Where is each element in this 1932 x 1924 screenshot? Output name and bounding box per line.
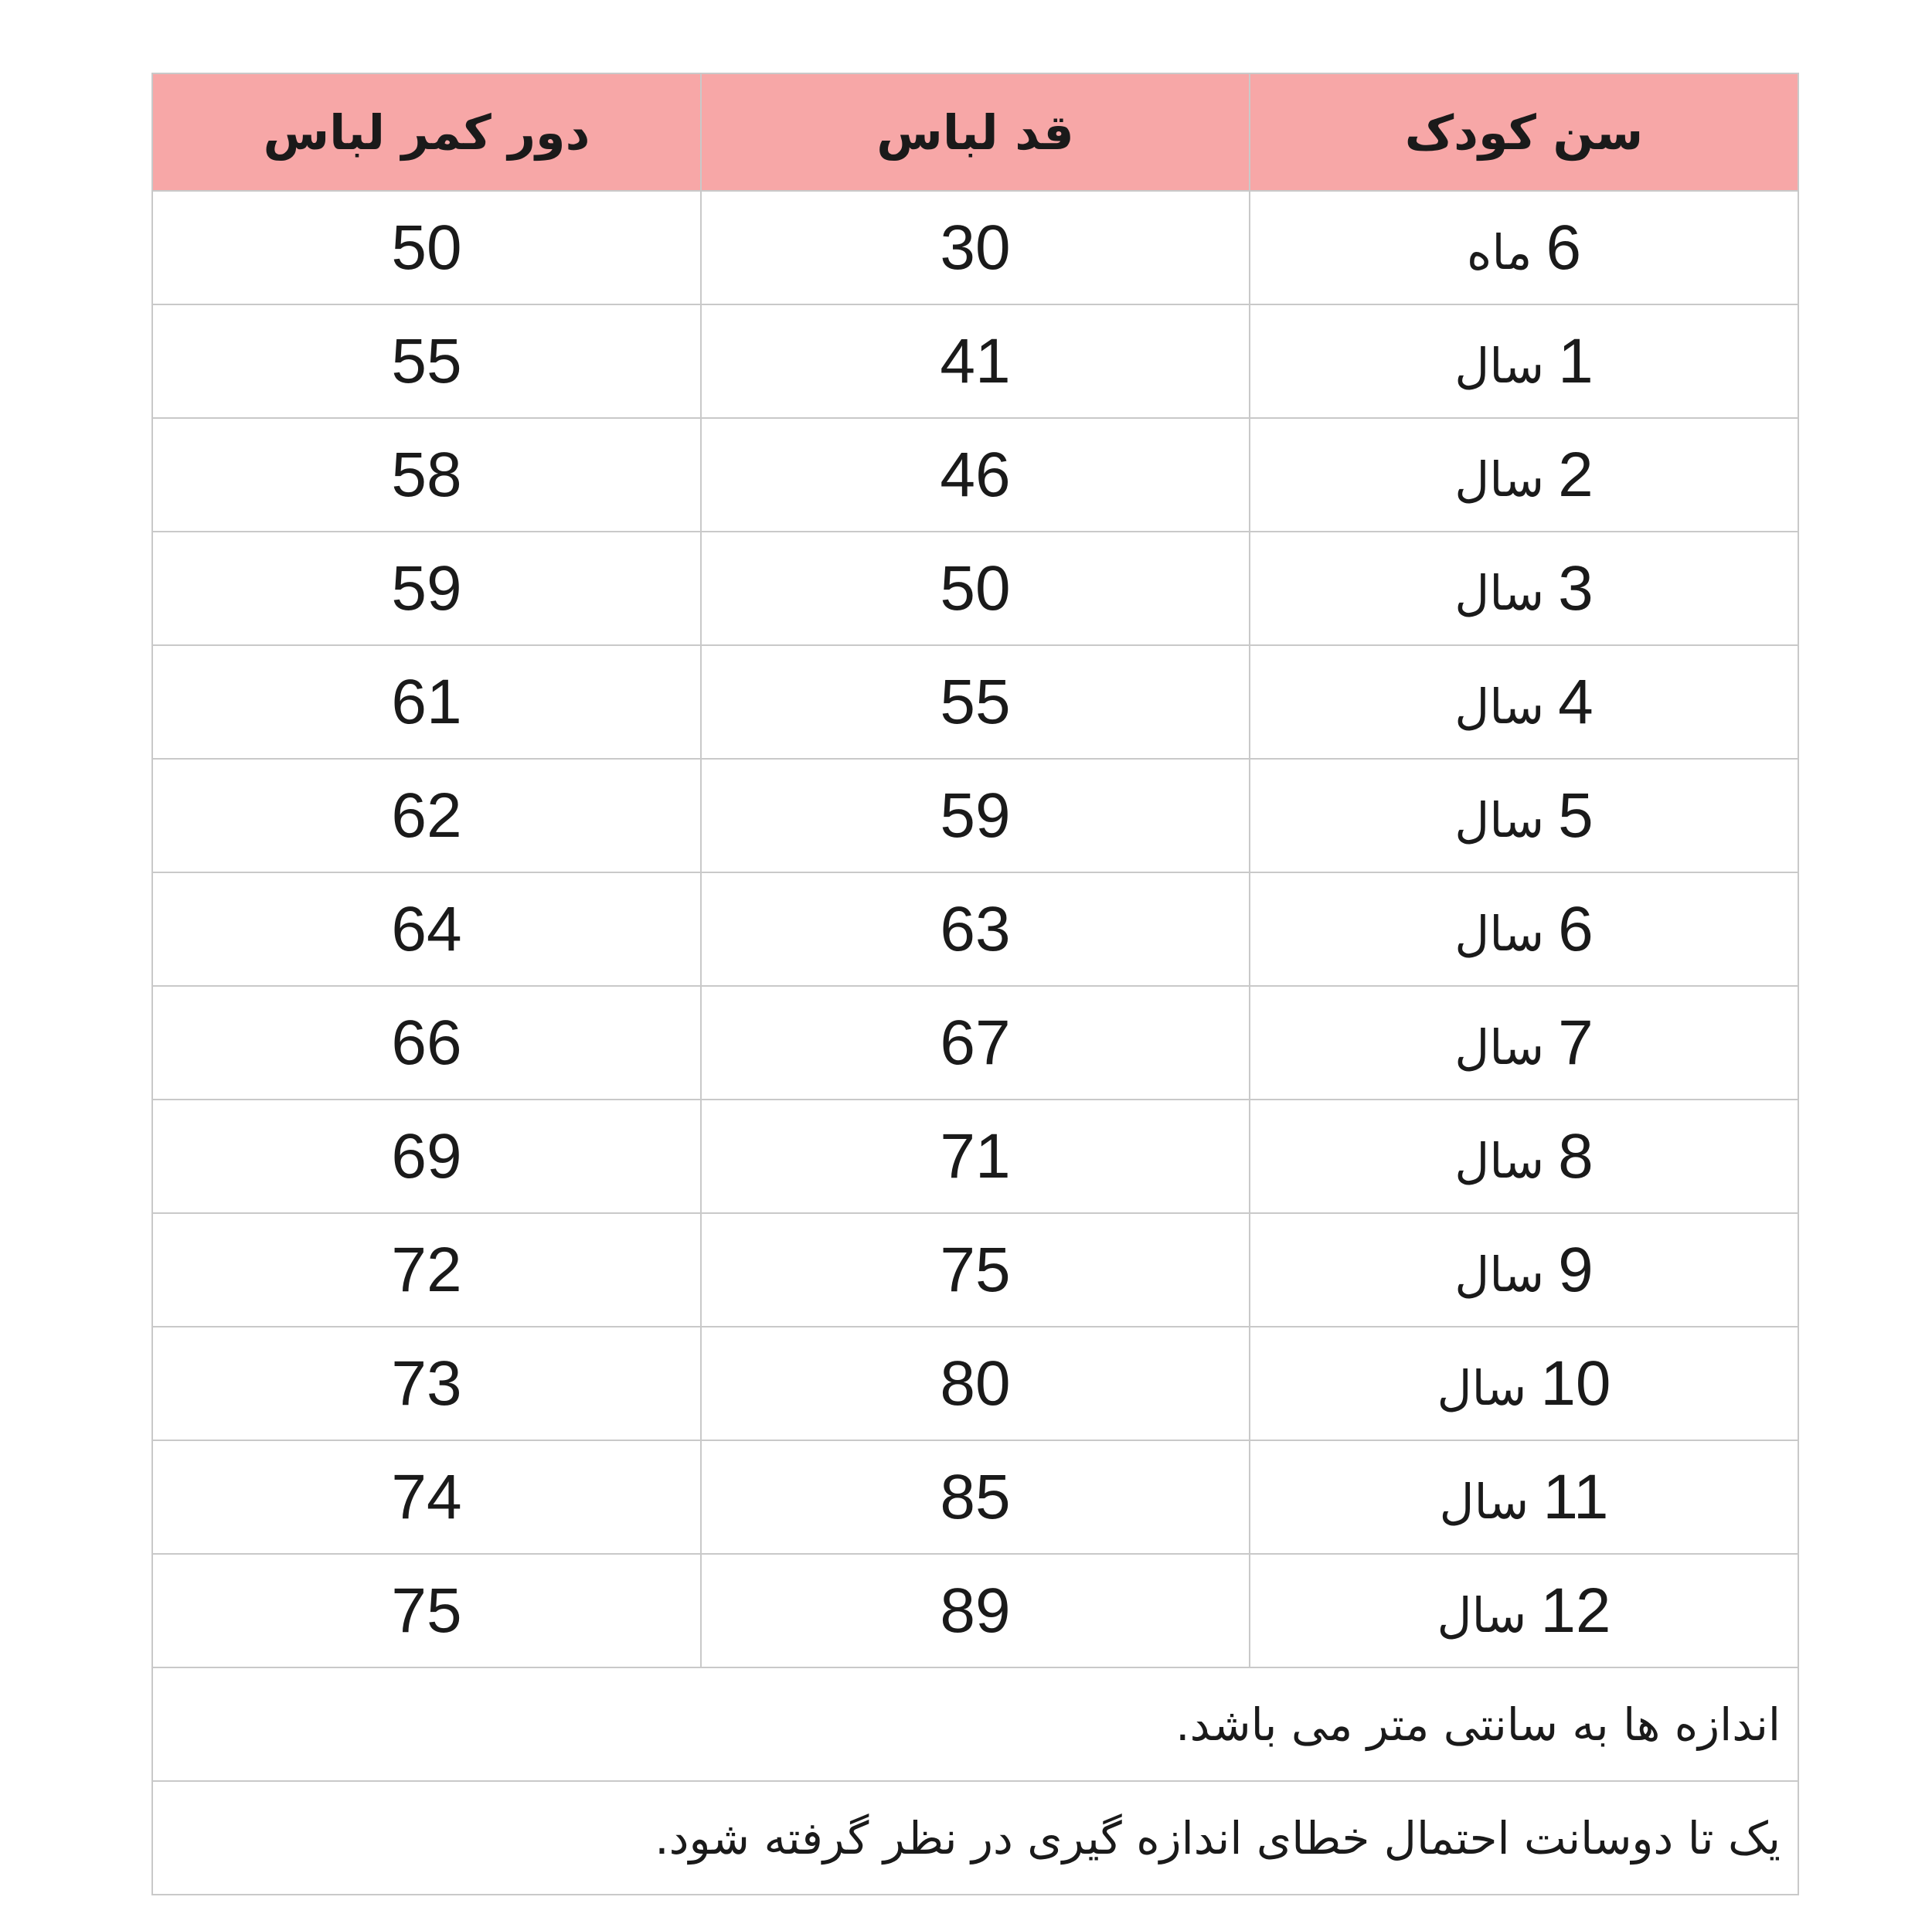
- cell-waist: 75: [152, 1554, 701, 1667]
- age-number: 3: [1558, 553, 1594, 624]
- table-row: [152, 645, 1798, 759]
- cell-waist: 66: [152, 986, 701, 1100]
- cell-garment-length: 41: [701, 304, 1250, 418]
- cell-garment-length: 85: [701, 1440, 1250, 1554]
- cell-waist: 61: [152, 645, 701, 759]
- cell-age: [1250, 645, 1798, 759]
- cell-garment-length: 50: [701, 532, 1250, 645]
- table-row: [152, 1440, 1798, 1554]
- cell-waist: 59: [152, 532, 701, 645]
- age-unit: سال: [1454, 1133, 1545, 1189]
- table-row: [152, 1554, 1798, 1667]
- cell-garment-length: 75: [701, 1213, 1250, 1327]
- cell-garment-length: 80: [701, 1327, 1250, 1440]
- cell-garment-length: 59: [701, 759, 1250, 872]
- age-unit: سال: [1437, 1360, 1527, 1416]
- size-chart-table: [151, 73, 1799, 1895]
- cell-garment-length: 30: [701, 191, 1250, 304]
- age-unit: ماه: [1466, 224, 1532, 280]
- note-row-tolerance: [152, 1781, 1798, 1895]
- cell-waist: 58: [152, 418, 701, 532]
- age-number: 10: [1540, 1348, 1611, 1419]
- cell-waist: 64: [152, 872, 701, 986]
- age-number: 6: [1558, 894, 1594, 964]
- cell-age: [1250, 1440, 1798, 1554]
- age-number: 7: [1558, 1008, 1594, 1078]
- age-number: 9: [1558, 1235, 1594, 1305]
- table-row: [152, 872, 1798, 986]
- age-number: 1: [1558, 326, 1594, 396]
- table-row: [152, 418, 1798, 532]
- age-unit: سال: [1454, 678, 1545, 735]
- table-body: [152, 191, 1798, 1895]
- table-row: [152, 759, 1798, 872]
- cell-garment-length: 89: [701, 1554, 1250, 1667]
- age-number: 2: [1558, 440, 1594, 510]
- cell-waist: 62: [152, 759, 701, 872]
- age-number: 8: [1558, 1121, 1594, 1191]
- age-unit: سال: [1454, 906, 1545, 962]
- cell-age: [1250, 872, 1798, 986]
- cell-waist: 72: [152, 1213, 701, 1327]
- age-unit: سال: [1454, 1019, 1545, 1076]
- cell-age: [1250, 1100, 1798, 1213]
- cell-age: [1250, 1554, 1798, 1667]
- table-row: [152, 1213, 1798, 1327]
- note-tolerance: یک تا دوسانت احتمال خطای اندازه گیری در نظر گرفته شود.: [152, 1781, 1798, 1895]
- cell-age: [1250, 191, 1798, 304]
- table-row: [152, 532, 1798, 645]
- cell-waist: 74: [152, 1440, 701, 1554]
- table-row: [152, 1327, 1798, 1440]
- cell-age: [1250, 1327, 1798, 1440]
- cell-waist: 50: [152, 191, 701, 304]
- age-number: 4: [1558, 667, 1594, 737]
- cell-garment-length: 55: [701, 645, 1250, 759]
- age-unit: سال: [1454, 338, 1545, 394]
- cell-waist: 69: [152, 1100, 701, 1213]
- cell-waist: 55: [152, 304, 701, 418]
- age-unit: سال: [1439, 1474, 1529, 1530]
- column-header-waist: دور کمر لباس: [152, 73, 701, 191]
- age-number: 5: [1558, 780, 1594, 851]
- age-number: 12: [1540, 1576, 1611, 1646]
- column-header-age: سن کودک: [1250, 73, 1798, 191]
- cell-age: [1250, 986, 1798, 1100]
- note-row-units: [152, 1667, 1798, 1781]
- cell-age: [1250, 304, 1798, 418]
- age-unit: سال: [1454, 565, 1545, 621]
- cell-age: [1250, 759, 1798, 872]
- cell-garment-length: 67: [701, 986, 1250, 1100]
- column-header-garment-length: قد لباس: [701, 73, 1250, 191]
- age-unit: سال: [1454, 792, 1545, 848]
- table-row: [152, 1100, 1798, 1213]
- table-header-row: [152, 73, 1798, 191]
- age-unit: سال: [1454, 1246, 1545, 1303]
- age-number: 11: [1543, 1462, 1609, 1532]
- age-number: 6: [1546, 212, 1582, 283]
- age-unit: سال: [1454, 451, 1545, 508]
- table-row: [152, 304, 1798, 418]
- note-units: اندازه ها به سانتی متر می باشد.: [152, 1667, 1798, 1781]
- cell-waist: 73: [152, 1327, 701, 1440]
- cell-age: [1250, 532, 1798, 645]
- cell-age: [1250, 418, 1798, 532]
- cell-garment-length: 71: [701, 1100, 1250, 1213]
- table-row: [152, 191, 1798, 304]
- age-unit: سال: [1437, 1587, 1527, 1644]
- cell-garment-length: 63: [701, 872, 1250, 986]
- table-row: [152, 986, 1798, 1100]
- cell-garment-length: 46: [701, 418, 1250, 532]
- cell-age: [1250, 1213, 1798, 1327]
